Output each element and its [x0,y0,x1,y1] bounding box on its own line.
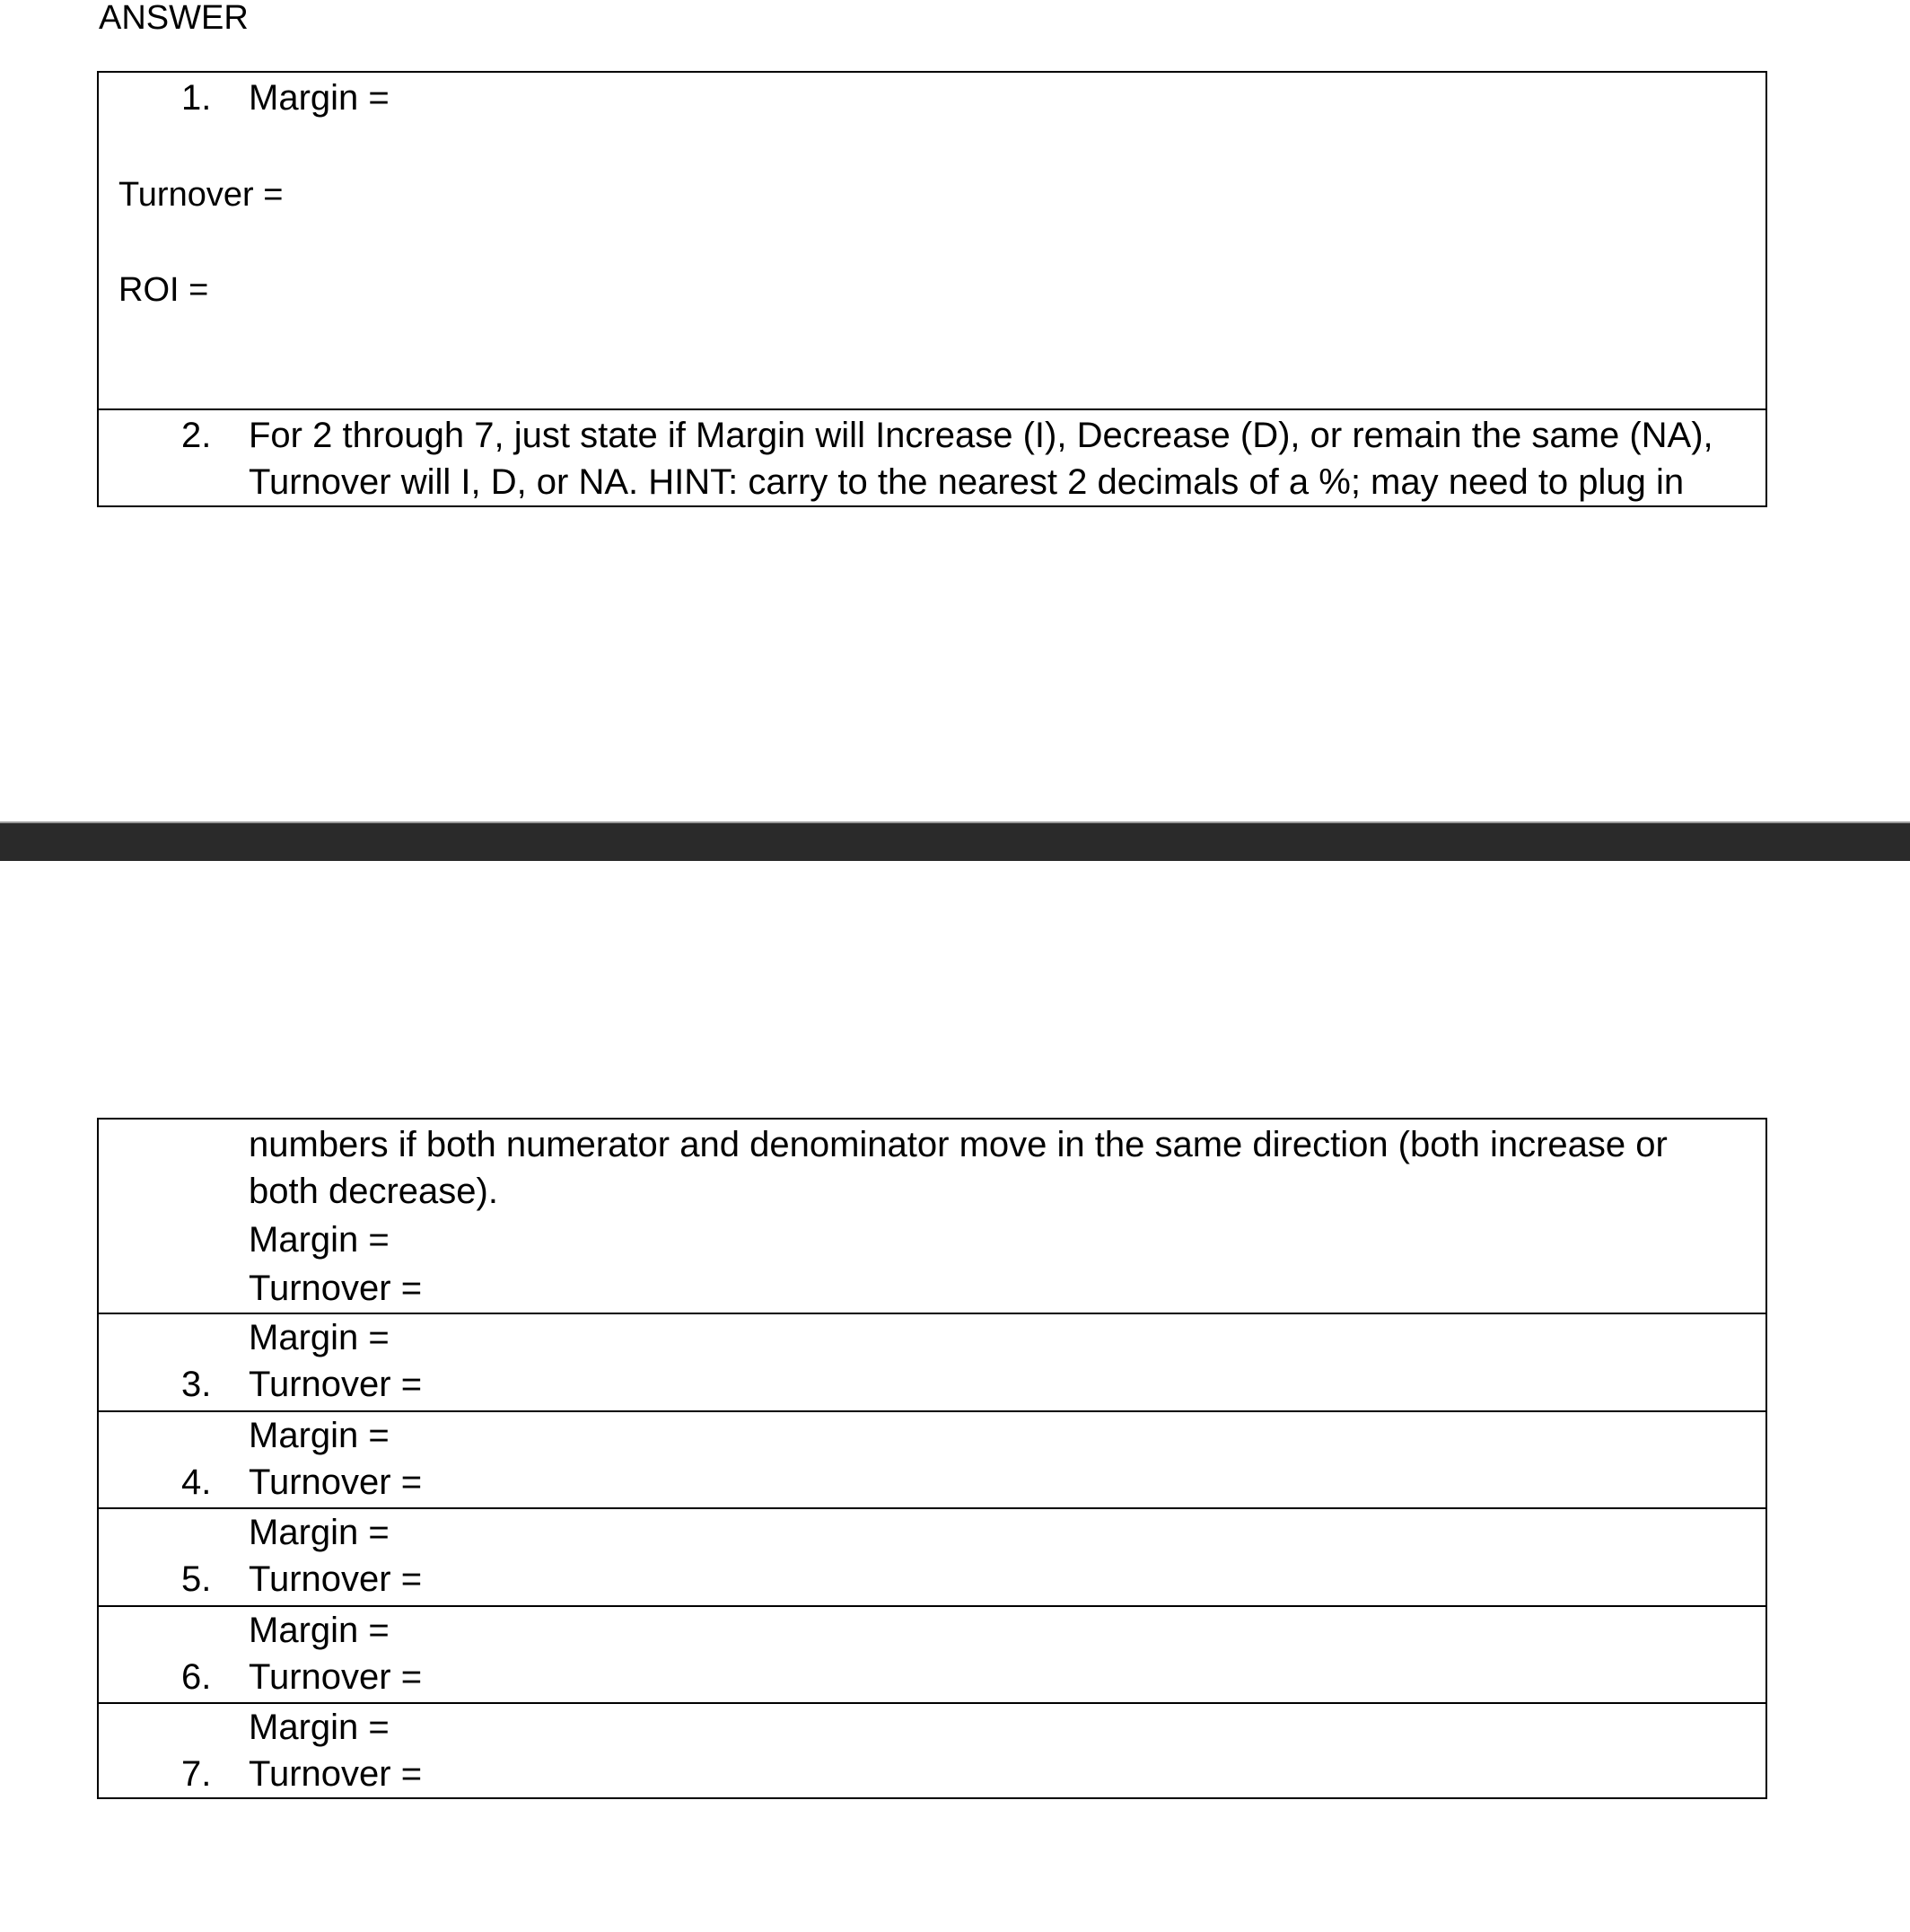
question-1-margin-label: Margin = [249,78,390,118]
question-5-number: 5. [181,1559,212,1599]
question-7-turnover-label: Turnover = [249,1754,423,1794]
question-6-number: 6. [181,1657,212,1697]
question-6-turnover-label: Turnover = [249,1657,423,1697]
answer-heading: ANSWER [99,0,249,37]
question-3-margin-label: Margin = [249,1318,390,1357]
question-6-margin-label: Margin = [249,1611,390,1650]
question-1-number: 1. [181,78,212,118]
question-7-number: 7. [181,1754,212,1794]
question-1-roi-label: ROI = [118,271,209,309]
page-break-band [0,821,1910,861]
question-1-turnover-label: Turnover = [118,176,284,214]
question-5-margin-label: Margin = [249,1513,390,1552]
question-5-row [99,1507,1765,1606]
question-4-turnover-label: Turnover = [249,1462,423,1502]
question-2-number: 2. [181,416,212,455]
question-5-turnover-label: Turnover = [249,1559,423,1599]
question-2-line-4: both decrease). [249,1172,498,1211]
question-4-row [99,1410,1765,1508]
question-7-margin-label: Margin = [249,1708,390,1747]
question-7-row [99,1702,1765,1797]
question-3-turnover-label: Turnover = [249,1365,423,1404]
answer-table-top [97,71,1767,507]
question-4-margin-label: Margin = [249,1416,390,1455]
answer-table-bottom [97,1118,1767,1799]
question-2-line-2: Turnover will I, D, or NA. HINT: carry to the nearest 2 decimals of a %; may need to plug in [249,462,1685,502]
question-2-row-part-2 [99,1120,1765,1313]
question-2-margin-label: Margin = [249,1220,390,1260]
question-2-line-3: numbers if both numerator and denominator move in the same direction (both increase or [249,1125,1668,1164]
question-2-turnover-label: Turnover = [249,1269,423,1308]
question-3-number: 3. [181,1365,212,1404]
question-1-row [99,73,1765,410]
question-2-line-1: For 2 through 7, just state if Margin will Increase (I), Decrease (D), or remain the same (NA), [249,416,1713,455]
question-2-row-part-1 [99,408,1765,507]
question-4-number: 4. [181,1462,212,1502]
question-6-row [99,1605,1765,1703]
question-3-row [99,1313,1765,1410]
